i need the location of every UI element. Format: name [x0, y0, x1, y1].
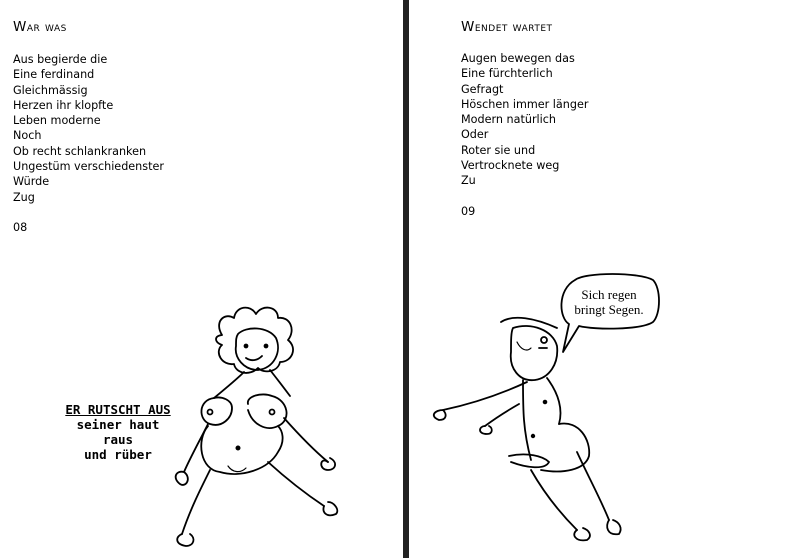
poem-line: Ungestüm verschiedenster [13, 160, 164, 174]
poem-line: Eine ferdinand [13, 68, 95, 82]
poem-line: Würde [13, 175, 50, 189]
caption-line: seiner haut [76, 417, 160, 432]
poem-line: Aus begierde die [13, 53, 108, 66]
caption-line: und rüber [84, 447, 152, 462]
poem-line: Vertrocknete weg [461, 159, 560, 173]
poem-line: Gleichmässig [13, 83, 88, 97]
left-page-title: War was [13, 19, 67, 35]
bubble-line: bringt Segen. [574, 302, 644, 317]
poem-line: Gefragt [461, 82, 504, 96]
right-page-title: Wendet wartet [461, 19, 553, 35]
poem-line: Zu [461, 174, 476, 188]
poem-line: Höschen immer länger [461, 97, 589, 111]
caption-line: ER RUTSCHT AUS [65, 402, 171, 417]
poem-line: Herzen ihr klopfte [13, 98, 114, 112]
speech-bubble [564, 287, 654, 317]
poem-line: Oder [461, 128, 489, 142]
poem-line: Roter sie und [461, 143, 536, 157]
poem-line: Eine fürchterlich [461, 67, 553, 81]
right-page [409, 0, 794, 558]
poem-line: Modern natürlich [461, 113, 557, 127]
poem-line: Augen bewegen das [461, 52, 575, 65]
poem-line: Zug [13, 190, 35, 204]
bubble-line: Sich regen [581, 287, 637, 302]
poem-line: Ob recht schlankranken [13, 144, 147, 158]
left-page-number: 08 [13, 221, 28, 234]
right-page-number: 09 [461, 205, 476, 218]
poem-line: Leben moderne [13, 114, 101, 128]
right-figure-drawing [409, 0, 794, 558]
caption-line: raus [102, 432, 134, 447]
poem-line: Noch [13, 129, 42, 143]
